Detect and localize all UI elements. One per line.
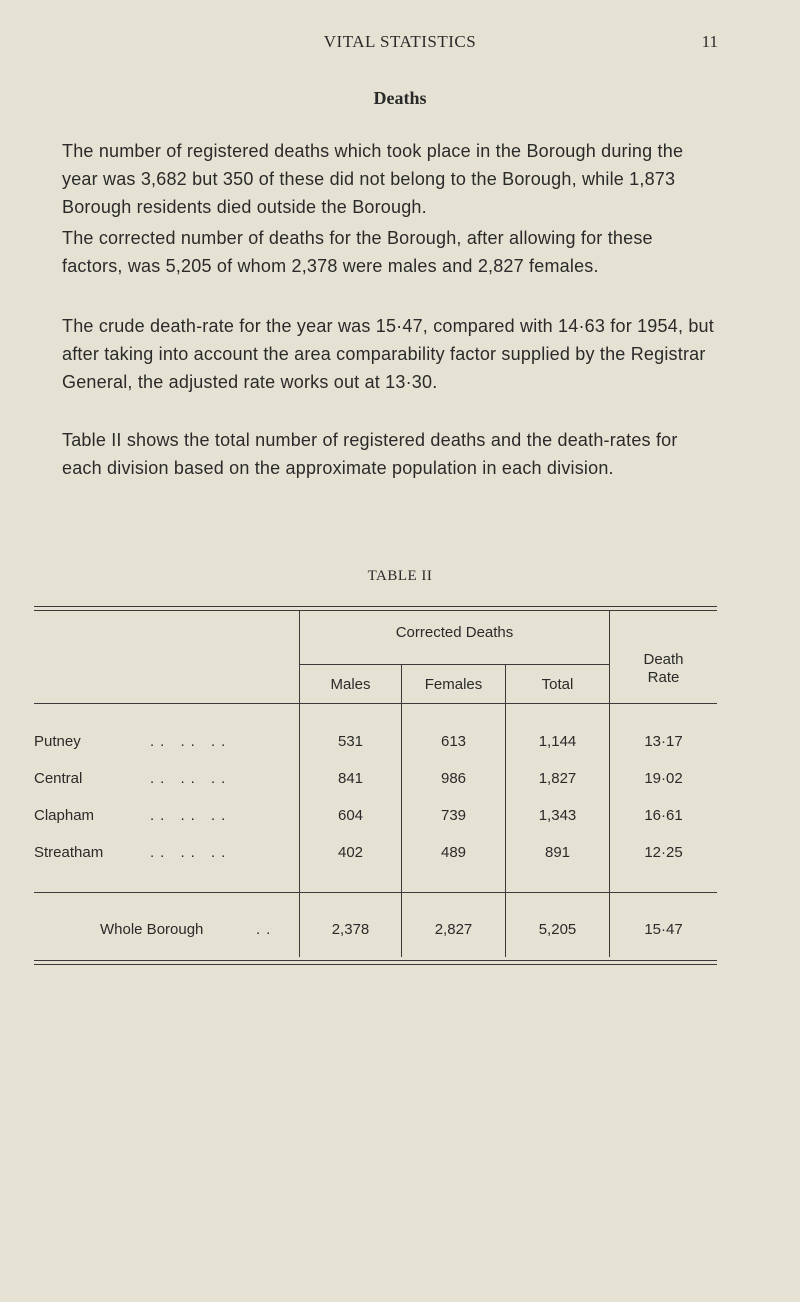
row-label: Central: [34, 770, 83, 787]
cell-males: 604: [337, 807, 364, 824]
col-header-males: Males: [330, 676, 371, 693]
section-heading: Deaths: [373, 88, 427, 108]
paragraph-3: The crude death-rate for the year was 15·47, compared with 14·63 for 1954, but after taking into account the area comparability factor supplied by the Registrar General, the adjusted rate works out at 13·30.: [62, 316, 714, 392]
page-number: 11: [701, 32, 718, 51]
cell-females: 739: [440, 807, 467, 824]
cell-rate: 16·61: [644, 807, 683, 824]
cell-total: 1,343: [538, 807, 577, 824]
total-males: 2,378: [331, 921, 370, 938]
total-total: 5,205: [538, 921, 577, 938]
paragraph-1: The number of registered deaths which took place in the Borough during the year was 3,682 but 350 of these did not belong to the Borough, while 1,873 Borough residents died outside the Borough.: [62, 141, 684, 217]
group-header-corrected-deaths: Corrected Deaths: [395, 624, 514, 641]
death-statistics-table: [34, 600, 717, 970]
cell-females: 489: [440, 844, 467, 861]
cell-rate: 13·17: [644, 733, 683, 750]
group-header-rule: [300, 664, 609, 665]
table-title: TABLE II: [367, 568, 433, 584]
page-header: [0, 32, 800, 58]
col-header-death-rate-2: Rate: [647, 669, 680, 686]
cell-total: 1,144: [538, 733, 577, 750]
col-header-total: Total: [541, 676, 574, 693]
cell-total: 891: [544, 844, 571, 861]
leader-dots: ..: [256, 921, 277, 938]
leader-dots: .. .. ..: [150, 844, 232, 861]
col-header-females: Females: [424, 676, 483, 693]
row-label: Streatham: [34, 844, 104, 861]
table-top-rule: [34, 606, 717, 607]
leader-dots: .. .. ..: [150, 733, 232, 750]
total-row-label: Whole Borough: [100, 921, 204, 938]
table-top-rule-2: [34, 610, 717, 611]
cell-females: 613: [440, 733, 467, 750]
cell-total: 1,827: [538, 770, 577, 787]
leader-dots: .. .. ..: [150, 807, 232, 824]
paragraph-2: The corrected number of deaths for the Borough, after allowing for these factors, was 5,205 of whom 2,378 were males and 2,827 females.: [62, 228, 653, 276]
row-label: Putney: [34, 733, 81, 750]
cell-males: 841: [337, 770, 364, 787]
cell-rate: 12·25: [644, 844, 683, 861]
total-rate: 15·47: [644, 921, 683, 938]
cell-rate: 19·02: [644, 770, 683, 787]
total-top-rule: [34, 892, 717, 893]
header-bottom-rule: [34, 703, 717, 704]
cell-females: 986: [440, 770, 467, 787]
cell-males: 402: [337, 844, 364, 861]
cell-males: 531: [337, 733, 364, 750]
leader-dots: .. .. ..: [150, 770, 232, 787]
table-bottom-rule: [34, 960, 717, 961]
total-females: 2,827: [434, 921, 473, 938]
running-title: VITAL STATISTICS: [323, 32, 477, 51]
paragraph-4: Table II shows the total number of registered deaths and the death-rates for each division based on the approximate population in each division.: [62, 430, 678, 478]
table-bottom-rule-2: [34, 964, 717, 965]
col-header-death-rate-1: Death: [643, 651, 684, 668]
row-label: Clapham: [34, 807, 95, 824]
